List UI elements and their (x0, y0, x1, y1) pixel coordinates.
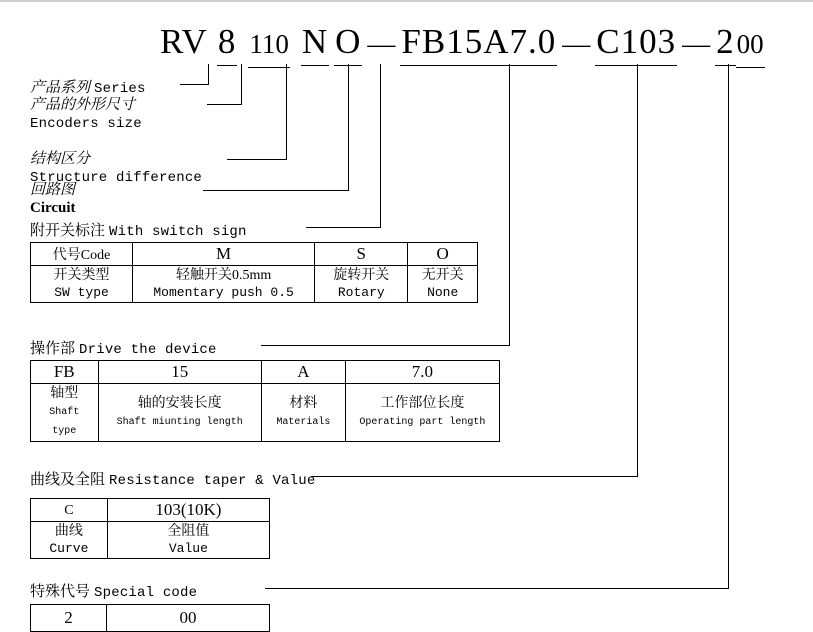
leader-series-vertical (208, 64, 209, 84)
drive-mounting-length (98, 384, 261, 442)
switch-type-m (133, 266, 315, 303)
taper-header-c (31, 499, 108, 522)
switch-type-label-cn: 开关类型 (53, 268, 110, 283)
label-taper-cn: 曲线及全阻 (30, 472, 106, 488)
leader-series-horizontal (180, 84, 209, 85)
special-code-table (30, 604, 270, 632)
switch-code-header (31, 243, 133, 266)
leader-special-horizontal (265, 588, 729, 589)
drive-header-fb-text: FB (53, 362, 75, 381)
drive-materials-cn: 材料 (289, 395, 318, 411)
special-header-00 (106, 605, 269, 632)
drive-operating-length-cn: 工作部位长度 (380, 395, 465, 411)
drive-materials-en: Materials (276, 416, 331, 428)
label-special-en: Special code (94, 585, 198, 601)
switch-type-table (30, 242, 478, 303)
leader-circuit-horizontal (203, 190, 349, 191)
code-structure: 110 (248, 22, 290, 68)
taper-header-value-text: 103(10K) (155, 500, 222, 519)
label-switch-sign-cn: 附开关标注 (30, 223, 106, 239)
label-series-cn: 产品系列 (30, 80, 91, 96)
switch-type-o-en: None (427, 285, 459, 300)
leader-structure-horizontal (227, 159, 287, 160)
taper-curve-cn: 曲线 (54, 524, 83, 539)
code-special-1: 2 (715, 20, 736, 66)
drive-header-70-text: 7.0 (411, 362, 434, 381)
special-header-2-text: 2 (64, 608, 73, 627)
code-size: 8 (217, 20, 238, 66)
taper-curve (31, 522, 108, 559)
label-circuit (30, 181, 76, 217)
leader-size-horizontal (207, 104, 242, 105)
switch-type-o-cn: 无开关 (421, 268, 464, 283)
switch-type-s-en: Rotary (337, 285, 385, 300)
drive-mounting-length-en: Shaft miunting length (116, 416, 243, 428)
taper-curve-en: Curve (49, 541, 89, 556)
switch-code-m-text: M (216, 244, 232, 263)
special-header-00-text: 00 (179, 608, 197, 627)
drive-mounting-length-cn: 轴的安装长度 (137, 395, 222, 411)
table-row (31, 361, 500, 384)
drive-operating-length (345, 384, 499, 442)
top-border (0, 0, 813, 5)
table-row (31, 522, 270, 559)
drive-shaft-type (31, 384, 99, 442)
code-dash-3: — (682, 29, 711, 60)
table-row (31, 499, 270, 522)
drive-header-15-text: 15 (171, 362, 189, 381)
switch-type-label (31, 266, 133, 303)
label-taper-en: Resistance taper & Value (109, 473, 316, 489)
label-structure-cn: 结构区分 (30, 151, 91, 167)
switch-code-s-text: S (356, 244, 366, 263)
code-special-2: 00 (736, 22, 765, 68)
leader-size-vertical (241, 64, 242, 104)
leader-taper-horizontal (311, 476, 638, 477)
taper-header-c-text: C (64, 503, 74, 518)
switch-code-header-text: 代号Code (52, 248, 111, 263)
label-drive-cn: 操作部 (30, 341, 76, 357)
leader-taper-vertical (637, 64, 638, 476)
switch-code-s (315, 243, 408, 266)
leader-switch-horizontal (306, 227, 381, 228)
table-row (31, 243, 478, 266)
switch-type-label-en: SW type (54, 285, 109, 300)
code-dash-2: — (562, 29, 591, 60)
label-special (30, 580, 197, 601)
switch-code-o-text: O (436, 244, 449, 263)
leader-structure-vertical (286, 64, 287, 159)
drive-operating-length-en: Operating part length (359, 416, 486, 428)
code-switch-sign: O (334, 20, 362, 66)
switch-type-o (408, 266, 478, 303)
label-size (30, 96, 142, 133)
drive-header-a-text: A (297, 362, 310, 381)
table-row (31, 384, 500, 442)
switch-type-m-en: Momentary push 0.5 (153, 285, 294, 300)
taper-value-en: Value (168, 541, 208, 556)
drive-shaft-type-cn: 轴型 (50, 386, 79, 401)
drive-device-table (30, 360, 500, 442)
code-taper: C103 (595, 20, 677, 66)
label-drive-en: Drive the device (79, 342, 217, 358)
label-size-en: Encoders size (30, 116, 142, 132)
table-row (31, 605, 270, 632)
switch-code-o (408, 243, 478, 266)
label-circuit-en: Circuit (30, 200, 76, 216)
part-number-code (160, 20, 810, 68)
leader-switch-vertical (380, 64, 381, 227)
switch-type-s-cn: 旋转开关 (333, 268, 390, 283)
taper-value-cn: 全阻值 (167, 524, 210, 539)
label-size-cn: 产品的外形尺寸 (30, 97, 136, 113)
drive-shaft-type-en: Shaft type (49, 407, 80, 437)
table-row (31, 266, 478, 303)
code-dash-1: — (367, 29, 396, 60)
label-series-en: Series (94, 81, 146, 97)
leader-drive-horizontal (261, 345, 510, 346)
label-drive (30, 337, 217, 358)
switch-type-m-cn: 轻触开关0.5mm (175, 268, 272, 283)
special-header-2 (31, 605, 107, 632)
code-circuit: N (301, 20, 329, 66)
switch-code-m (133, 243, 315, 266)
taper-value (107, 522, 269, 559)
taper-header-value (107, 499, 269, 522)
drive-header-a (261, 361, 345, 384)
leader-special-vertical (728, 64, 729, 588)
switch-type-s (315, 266, 408, 303)
label-taper (30, 468, 315, 489)
drive-header-70 (345, 361, 499, 384)
label-switch-sign-en: With switch sign (109, 224, 247, 240)
drive-header-fb (31, 361, 99, 384)
code-series: RV (160, 22, 208, 61)
drive-header-15 (98, 361, 261, 384)
label-structure-en: Structure difference (30, 170, 203, 186)
label-special-cn: 特殊代号 (30, 584, 91, 600)
leader-circuit-vertical (348, 64, 349, 190)
leader-drive-vertical (509, 64, 510, 345)
drive-materials (261, 384, 345, 442)
label-series (30, 76, 146, 97)
taper-value-table (30, 498, 270, 559)
label-circuit-cn: 回路图 (30, 182, 76, 198)
code-drive: FB15A7.0 (400, 20, 557, 66)
label-switch-sign (30, 219, 247, 240)
